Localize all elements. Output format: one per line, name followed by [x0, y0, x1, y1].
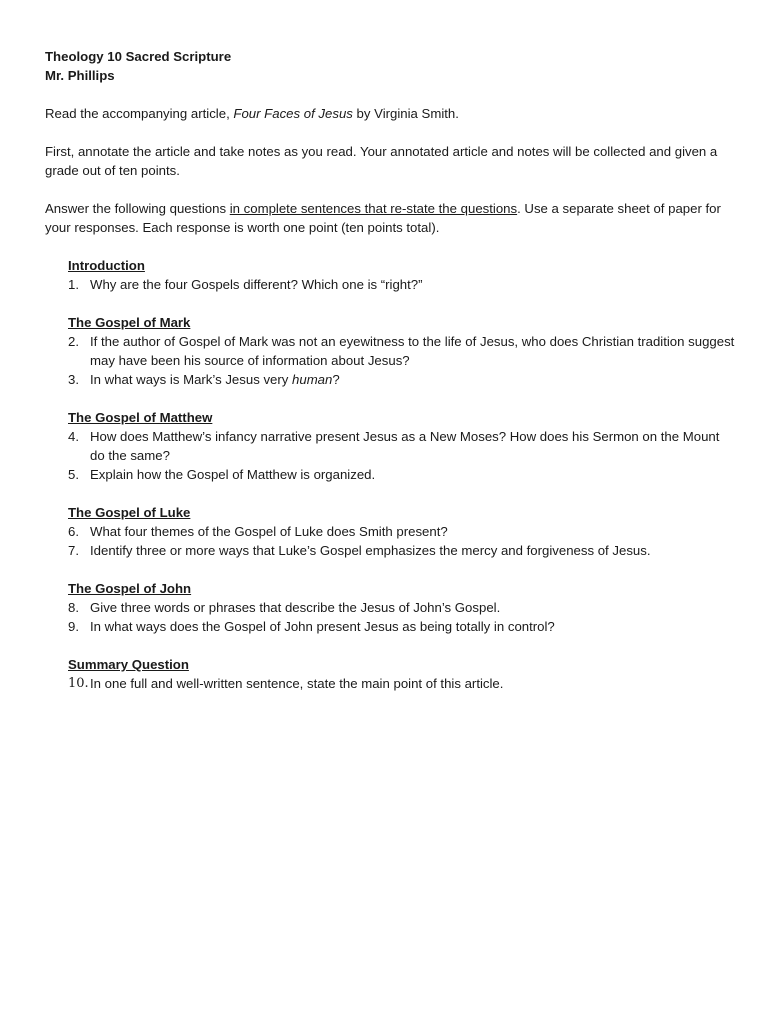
answer-suffix: . Use a separate sheet of paper for your responses. Each response is worth one point (ten points total).	[45, 201, 721, 235]
answer-instruction	[45, 199, 735, 237]
teacher-name: Mr. Phillips	[45, 68, 115, 83]
answer-underlined: in complete sentences that re-state the questions	[229, 201, 518, 216]
question-text: In one full and well-written sentence, state the main point of this article.	[90, 676, 504, 691]
section-gospel-of-matthew	[68, 408, 735, 484]
question-text-emphasis: human	[292, 372, 333, 387]
section-gospel-of-luke	[68, 503, 735, 560]
question-text: Why are the four Gospels different? Which one is “right?”	[90, 277, 423, 292]
question-number: 1.	[68, 277, 79, 292]
section-summary-question	[68, 655, 735, 693]
question-number: 9.	[68, 619, 79, 634]
question-item	[68, 617, 735, 636]
question-text: In what ways does the Gospel of John present Jesus as being totally in control?	[90, 619, 555, 634]
course-title: Theology 10 Sacred Scripture	[45, 49, 232, 64]
question-number: 4.	[68, 429, 79, 444]
section-introduction	[68, 256, 735, 294]
question-text	[90, 370, 735, 389]
question-text: Give three words or phrases that describe the Jesus of John’s Gospel.	[90, 600, 501, 615]
read-prefix: Read the accompanying article,	[45, 106, 234, 121]
question-item	[68, 275, 735, 294]
question-text: If the author of Gospel of Mark was not an eyewitness to the life of Jesus, who does Christian tradition suggest may have been his source of information about Jesus?	[90, 334, 735, 368]
question-number: 6.	[68, 524, 79, 539]
section-title: The Gospel of Matthew	[68, 410, 213, 425]
question-number: 10.	[68, 676, 89, 691]
section-title: Summary Question	[68, 657, 189, 672]
question-number: 8.	[68, 600, 79, 615]
question-item	[68, 541, 735, 560]
question-item	[68, 370, 735, 389]
worksheet-page	[45, 47, 735, 693]
section-gospel-of-mark	[68, 313, 735, 389]
section-gospel-of-john	[68, 579, 735, 636]
question-number: 5.	[68, 467, 79, 482]
section-title: The Gospel of Luke	[68, 505, 191, 520]
section-title: Introduction	[68, 258, 145, 273]
question-item	[68, 522, 735, 541]
question-number: 3.	[68, 372, 79, 387]
question-text: Explain how the Gospel of Matthew is organized.	[90, 467, 376, 482]
question-text: Identify three or more ways that Luke’s Gospel emphasizes the mercy and forgiveness of Jesus.	[90, 543, 651, 558]
answer-prefix: Answer the following questions	[45, 201, 230, 216]
article-title: Four Faces of Jesus	[233, 106, 353, 121]
section-title: The Gospel of John	[68, 581, 192, 596]
question-item	[68, 427, 735, 465]
question-number: 2.	[68, 334, 79, 349]
question-item	[68, 465, 735, 484]
question-number: 7.	[68, 543, 79, 558]
question-text: What four themes of the Gospel of Luke does Smith present?	[90, 524, 448, 539]
question-item	[68, 598, 735, 617]
question-item	[68, 332, 735, 370]
annotate-instruction: First, annotate the article and take notes as you read. Your annotated article and notes will be collected and given a grade out of ten points.	[45, 144, 718, 178]
question-text-suffix: ?	[332, 372, 340, 387]
section-title: The Gospel of Mark	[68, 315, 191, 330]
question-text-prefix: In what ways is Mark’s Jesus very	[90, 372, 293, 387]
question-text: How does Matthew’s infancy narrative present Jesus as a New Moses? How does his Sermon on the Mount do the same?	[90, 429, 720, 463]
read-suffix: by Virginia Smith.	[352, 106, 459, 121]
read-instruction	[45, 104, 735, 123]
question-item	[68, 674, 735, 693]
